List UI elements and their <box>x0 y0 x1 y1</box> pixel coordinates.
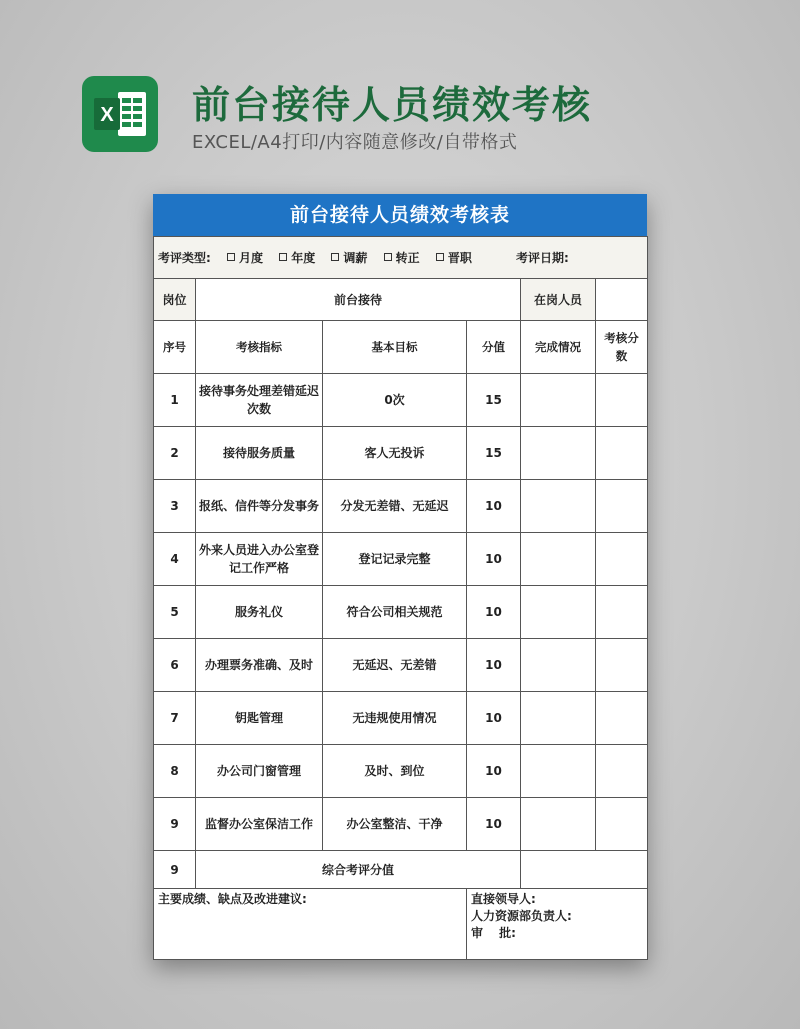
result-cell[interactable] <box>596 586 648 639</box>
table-row: 7 钥匙管理 无违规使用情况 10 <box>154 692 648 745</box>
checkbox-icon[interactable] <box>436 253 444 261</box>
total-no: 9 <box>154 851 196 889</box>
staff-label: 在岗人员 <box>521 279 596 321</box>
checkbox-icon[interactable] <box>384 253 392 261</box>
column-header-row <box>154 321 648 374</box>
review-type-label: 考评类型: <box>158 250 211 265</box>
completion-cell[interactable] <box>521 745 596 798</box>
col-indicator: 考核指标 <box>196 321 323 374</box>
comments-cell[interactable] <box>154 889 467 960</box>
completion-cell[interactable] <box>521 480 596 533</box>
post-row <box>154 279 648 321</box>
checkbox-icon[interactable] <box>279 253 287 261</box>
result-cell[interactable] <box>596 480 648 533</box>
page-subtitle: EXCEL/A4打印/内容随意修改/自带格式 <box>192 132 518 153</box>
footer-row <box>154 889 648 960</box>
table-row: 1 接待事务处理差错延迟次数 0次 15 <box>154 374 648 427</box>
completion-cell[interactable] <box>521 374 596 427</box>
evaluation-table <box>153 236 648 960</box>
col-result: 考核分数 <box>596 321 648 374</box>
completion-cell[interactable] <box>521 586 596 639</box>
evaluation-sheet <box>153 194 647 960</box>
option-salary[interactable]: 调薪 <box>331 251 367 265</box>
col-target: 基本目标 <box>323 321 467 374</box>
checkbox-icon[interactable] <box>227 253 235 261</box>
checkbox-icon[interactable] <box>331 253 339 261</box>
table-row: 4 外来人员进入办公室登记工作严格 登记记录完整 10 <box>154 533 648 586</box>
result-cell[interactable] <box>596 533 648 586</box>
table-row: 2 接待服务质量 客人无投诉 15 <box>154 427 648 480</box>
staff-value[interactable] <box>596 279 648 321</box>
result-cell[interactable] <box>596 692 648 745</box>
review-type-row <box>154 237 648 279</box>
comments-label: 主要成绩、缺点及改进建议: <box>158 892 307 906</box>
post-label: 岗位 <box>154 279 196 321</box>
total-value[interactable] <box>521 851 648 889</box>
option-promotion[interactable]: 晋职 <box>436 251 472 265</box>
result-cell[interactable] <box>596 745 648 798</box>
result-cell[interactable] <box>596 639 648 692</box>
result-cell[interactable] <box>596 798 648 851</box>
completion-cell[interactable] <box>521 533 596 586</box>
option-regular[interactable]: 转正 <box>384 251 420 265</box>
signoff-cell[interactable] <box>467 889 648 960</box>
table-row: 6 办理票务准确、及时 无延迟、无差错 10 <box>154 639 648 692</box>
total-label: 综合考评分值 <box>196 851 521 889</box>
completion-cell[interactable] <box>521 692 596 745</box>
table-row: 3 报纸、信件等分发事务 分发无差错、无延迟 10 <box>154 480 648 533</box>
signoff-approval: 审 批: <box>471 926 516 940</box>
col-score: 分值 <box>467 321 521 374</box>
result-cell[interactable] <box>596 427 648 480</box>
completion-cell[interactable] <box>521 427 596 480</box>
result-cell[interactable] <box>596 374 648 427</box>
page-title: 前台接待人员绩效考核 <box>192 83 593 127</box>
post-value[interactable]: 前台接待 <box>196 279 521 321</box>
completion-cell[interactable] <box>521 639 596 692</box>
review-type-cell <box>154 237 648 279</box>
completion-cell[interactable] <box>521 798 596 851</box>
table-row: 5 服务礼仪 符合公司相关规范 10 <box>154 586 648 639</box>
review-date-label: 考评日期: <box>516 250 569 265</box>
signoff-hr-head: 人力资源部负责人: <box>471 909 572 923</box>
option-monthly[interactable]: 月度 <box>227 251 263 265</box>
col-no: 序号 <box>154 321 196 374</box>
option-yearly[interactable]: 年度 <box>279 251 315 265</box>
excel-icon <box>82 76 158 152</box>
signoff-direct-leader: 直接领导人: <box>471 892 536 906</box>
sheet-title: 前台接待人员绩效考核表 <box>153 194 647 236</box>
table-row: 8 办公司门窗管理 及时、到位 10 <box>154 745 648 798</box>
logo-letter: X <box>100 104 114 126</box>
col-completion: 完成情况 <box>521 321 596 374</box>
total-row <box>154 851 648 889</box>
table-row: 9 监督办公室保洁工作 办公室整洁、干净 10 <box>154 798 648 851</box>
